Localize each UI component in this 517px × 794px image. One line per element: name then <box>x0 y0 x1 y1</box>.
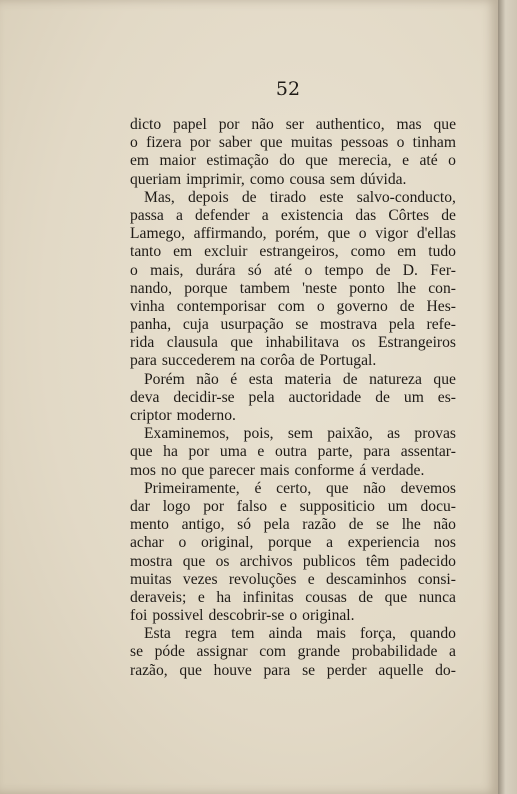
text-line: Esta regra tem ainda mais força, quando <box>144 625 456 643</box>
book-spine <box>498 0 517 794</box>
text-line: para succederem na corôa de Portugal. <box>130 352 377 370</box>
page-number: 52 <box>275 78 301 100</box>
text-line: dicto papel por não ser authentico, mas que <box>130 116 456 133</box>
text-line: em maior estimação do que merecia, e até o <box>130 152 456 170</box>
text-line: mostra que os archivos publicos têm padecido <box>130 552 456 570</box>
text-line: Primeiramente, é certo, que não devemos <box>144 479 456 497</box>
text-line: Mas, depois de tirado este salvo-conducto, <box>144 188 456 206</box>
text-line: panha, cuja usurpação se mostrava pela refe- <box>130 316 456 334</box>
body-text <box>130 116 456 680</box>
text-line: passa a defender a existencia das Côrtes de <box>130 206 456 224</box>
text-line: muitas vezes revoluções e descaminhos consi- <box>130 570 456 588</box>
text-line: achar o original, porque a experiencia nos <box>130 534 456 552</box>
text-line: Lamego, affirmando, porém, que o vigor d'ellas <box>130 225 456 243</box>
text-line: foi possivel descobrir-se o original. <box>130 607 355 625</box>
text-line: nando, porque tambem 'neste ponto lhe con- <box>130 279 456 297</box>
text-line: mento antigo, só pela razão de se lhe não <box>130 516 456 534</box>
text-line: Examinemos, pois, sem paixão, as provas <box>144 425 456 443</box>
text-line: deraveis; e ha infinitas cousas de que nunca <box>130 588 456 606</box>
text-line: Porém não é esta materia de natureza que <box>144 370 456 388</box>
text-line: se póde assignar com grande probabilidade a <box>130 643 456 661</box>
text-line: tanto em excluir estrangeiros, como em tudo <box>130 243 456 261</box>
text-line: que ha por uma e outra parte, para assentar- <box>130 443 456 461</box>
text-line: rida clausula que inhabilitava os Estrangeiros <box>130 334 456 352</box>
text-line: o fizera por saber que muitas pessoas o tinham <box>130 134 456 152</box>
text-line: dar logo por falso e suppositicio um docu- <box>130 497 456 515</box>
text-line: criptor moderno. <box>130 407 236 424</box>
text-line: deva decidir-se pela auctoridade de um es- <box>130 388 456 406</box>
text-line: vinha contemporisar com o governo de Hes- <box>130 297 456 315</box>
text-line: o mais, durára só até o tempo de D. Fer- <box>130 261 456 279</box>
text-line: mos no que parecer mais conforme á verdade. <box>130 461 425 479</box>
text-line: queriam imprimir, como cousa sem dúvida. <box>130 170 407 188</box>
text-line: razão, que houve para se perder aquelle do- <box>130 661 456 679</box>
